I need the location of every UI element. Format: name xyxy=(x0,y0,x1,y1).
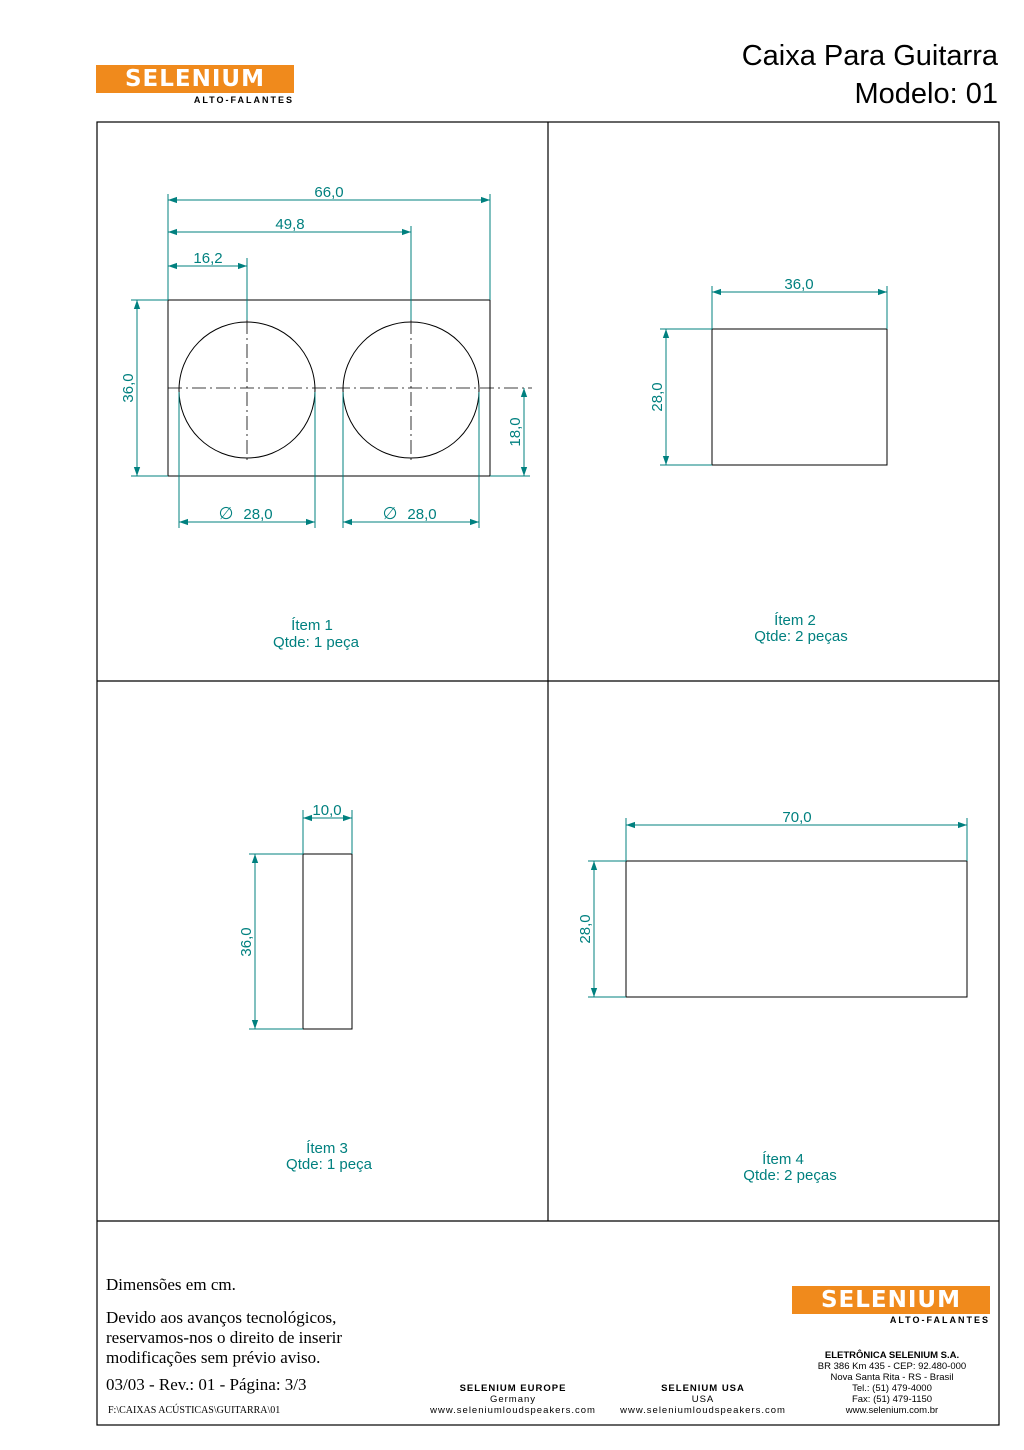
usa-website: www.seleniumloudspeakers.com xyxy=(620,1405,786,1416)
item-2-panel xyxy=(712,329,887,465)
item-3-qty: Qtde: 1 peça xyxy=(286,1156,372,1173)
item-1-qty: Qtde: 1 peça xyxy=(273,634,359,651)
units-note: Dimensões em cm. xyxy=(106,1275,236,1294)
item-3-dim-width: 10,0 xyxy=(312,802,342,819)
file-path: F:\CAIXAS ACÚSTICAS\GUITARRA\01 xyxy=(108,1405,281,1416)
footer-logo xyxy=(792,1286,990,1314)
company-address-1: BR 386 Km 435 - CEP: 92.480-000 xyxy=(817,1361,967,1372)
page-title-line1: Caixa Para Guitarra xyxy=(741,40,998,72)
item-3-label: Ítem 3 xyxy=(306,1140,348,1157)
disclaimer-line-1: Devido aos avanços tecnológicos, xyxy=(106,1308,337,1327)
item-1-dim-hole2-center: 49,8 xyxy=(275,216,305,233)
item-2-drawing xyxy=(649,276,887,645)
header-logo-subtitle: ALTO-FALANTES xyxy=(193,95,294,105)
item-4-dim-height: 28,0 xyxy=(577,914,594,944)
item-1-dim-width: 66,0 xyxy=(314,184,344,201)
item-1-hole-2 xyxy=(343,322,479,458)
item-3-panel xyxy=(303,854,352,1029)
company-address-2: Nova Santa Rita - RS - Brasil xyxy=(830,1372,954,1383)
selenium-usa xyxy=(614,1383,792,1416)
item-3-dim-height: 36,0 xyxy=(238,927,255,957)
item-1-dim-hole1-diameter: 28,0 xyxy=(243,506,273,523)
header-logo-text: SELENIUM xyxy=(124,66,265,92)
europe-website: www.seleniumloudspeakers.com xyxy=(430,1405,596,1416)
europe-name: SELENIUM EUROPE xyxy=(459,1383,567,1394)
selenium-europe xyxy=(424,1383,602,1416)
company-fax: Fax: (51) 479-1150 xyxy=(851,1394,933,1405)
company-name: ELETRÔNICA SELENIUM S.A. xyxy=(824,1350,960,1361)
item-4-dim-width: 70,0 xyxy=(782,809,812,826)
company-phone: Tel.: (51) 479-4000 xyxy=(852,1383,932,1394)
disclaimer-line-3: modificações sem prévio aviso. xyxy=(106,1348,321,1367)
item-2-dim-height: 28,0 xyxy=(649,382,666,412)
company-info xyxy=(798,1350,986,1416)
item-4-label: Ítem 4 xyxy=(762,1151,804,1168)
item-4-panel xyxy=(626,861,967,997)
item-2-label: Ítem 2 xyxy=(774,612,816,629)
revision-info: 03/03 - Rev.: 01 - Página: 3/3 xyxy=(106,1375,307,1394)
page-title-line2: Modelo: 01 xyxy=(854,78,998,110)
usa-name: SELENIUM USA xyxy=(661,1383,745,1394)
item-4-drawing xyxy=(577,809,967,1184)
company-website: www.selenium.com.br xyxy=(845,1405,939,1416)
item-2-qty: Qtde: 2 peças xyxy=(754,628,848,645)
diameter-symbol-2: ∅ xyxy=(382,504,398,523)
usa-country: USA xyxy=(691,1394,715,1405)
item-1-dim-center-height: 18,0 xyxy=(507,417,524,447)
item-2-dim-width: 36,0 xyxy=(784,276,814,293)
disclaimer-line-2: reservamos-nos o direito de inserir xyxy=(106,1328,343,1347)
item-3-drawing xyxy=(238,802,373,1173)
footer-logo-text: SELENIUM xyxy=(820,1287,961,1313)
item-1-hole-1 xyxy=(179,322,315,458)
diameter-symbol-1: ∅ xyxy=(218,504,234,523)
footer-logo-subtitle: ALTO-FALANTES xyxy=(889,1315,990,1325)
sheet-frame xyxy=(97,122,999,1425)
item-1-dim-height: 36,0 xyxy=(120,373,137,403)
item-1-label: Ítem 1 xyxy=(291,617,333,634)
item-1-dim-hole2-diameter: 28,0 xyxy=(407,506,437,523)
item-1-dim-hole1-center: 16,2 xyxy=(193,250,223,267)
item-4-qty: Qtde: 2 peças xyxy=(743,1167,837,1184)
europe-country: Germany xyxy=(489,1394,537,1405)
item-1-drawing xyxy=(120,184,532,651)
